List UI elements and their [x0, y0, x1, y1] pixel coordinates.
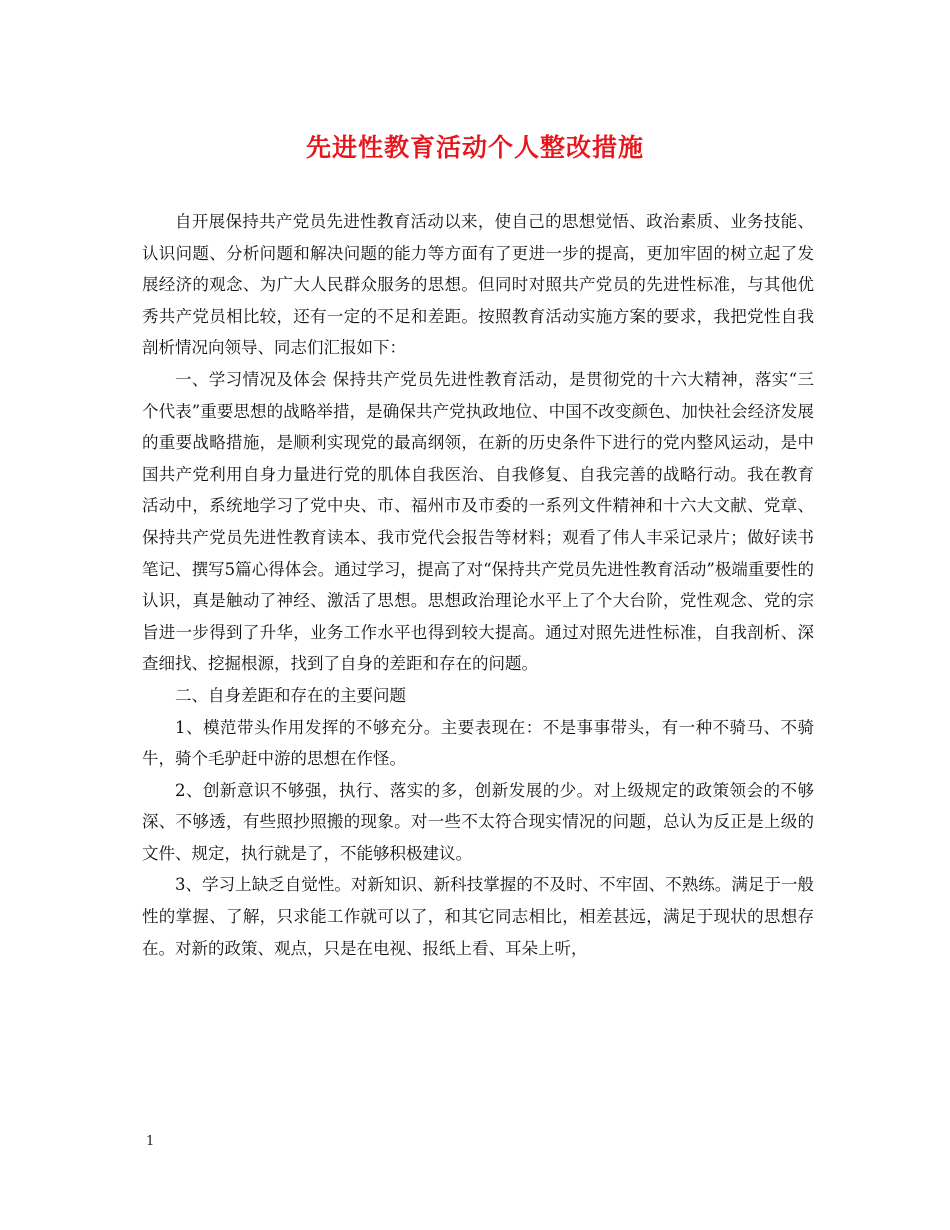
paragraph-problem-1: 1、模范带头作用发挥的不够充分。主要表现在：不是事事带头，有一种不骑马、不骑牛，骑个毛驴赶中游的思想在作怪。	[142, 717, 814, 769]
document-body	[142, 206, 814, 964]
paragraph-study-experience: 一、学习情况及体会 保持共产党员先进性教育活动，是贯彻党的十六大精神，落实“三个代表”重要思想的战略举措，是确保共产党执政地位、中国不改变颜色、加快社会经济发展的重要战略措施，是顺利实现党的最高纲领，在新的历史条件下进行的党内整风运动，是中国共产党利用自身力量进行党的肌体自我医治、自我修复、自我完善的战略行动。我在教育活动中，系统地学习了党中央、市、福州市及市委的一系列文件精神和十六大文献、党章、保持共产党员先进性教育读本、我市党代会报告等材料；观看了伟人丰采记录片；做好读书笔记、撰写5篇心得体会。通过学习，提高了对“保持共产党员先进性教育活动”极端重要性的认识，真是触动了神经、激活了思想。思想政治理论水平上了个大台阶，党性观念、党的宗旨进一步得到了升华，业务工作水平也得到较大提高。通过对照先进性标准，自我剖析、深查细找、挖掘根源，找到了自身的差距和存在的问题。	[142, 369, 814, 674]
paragraph-intro: 自开展保持共产党员先进性教育活动以来，使自己的思想觉悟、政治素质、业务技能、认识问题、分析问题和解决问题的能力等方面有了更进一步的提高，更加牢固的树立起了发展经济的观念、为广大人民群众服务的思想。但同时对照共产党员的先进性标准，与其他优秀共产党员相比较，还有一定的不足和差距。按照教育活动实施方案的要求，我把党性自我剖析情况向领导、同志们汇报如下：	[142, 212, 814, 358]
page-number: 1	[146, 1134, 155, 1149]
paragraph-problem-2: 2、创新意识不够强，执行、落实的多，创新发展的少。对上级规定的政策领会的不够深、不够透，有些照抄照搬的现象。对一些不太符合现实情况的问题，总认为反正是上级的文件、规定，执行就是了，不能够积极建议。	[142, 780, 814, 863]
document-title: 先进性教育活动个人整改措施	[305, 133, 644, 162]
section-heading-problems: 二、自身差距和存在的主要问题	[175, 685, 406, 705]
paragraph-problem-3: 3、学习上缺乏自觉性。对新知识、新科技掌握的不及时、不牢固、不熟练。满足于一般性的掌握、了解，只求能工作就可以了，和其它同志相比，相差甚远，满足于现状的思想存在。对新的政策、观点，只是在电视、报纸上看、耳朵上听，	[142, 875, 814, 958]
